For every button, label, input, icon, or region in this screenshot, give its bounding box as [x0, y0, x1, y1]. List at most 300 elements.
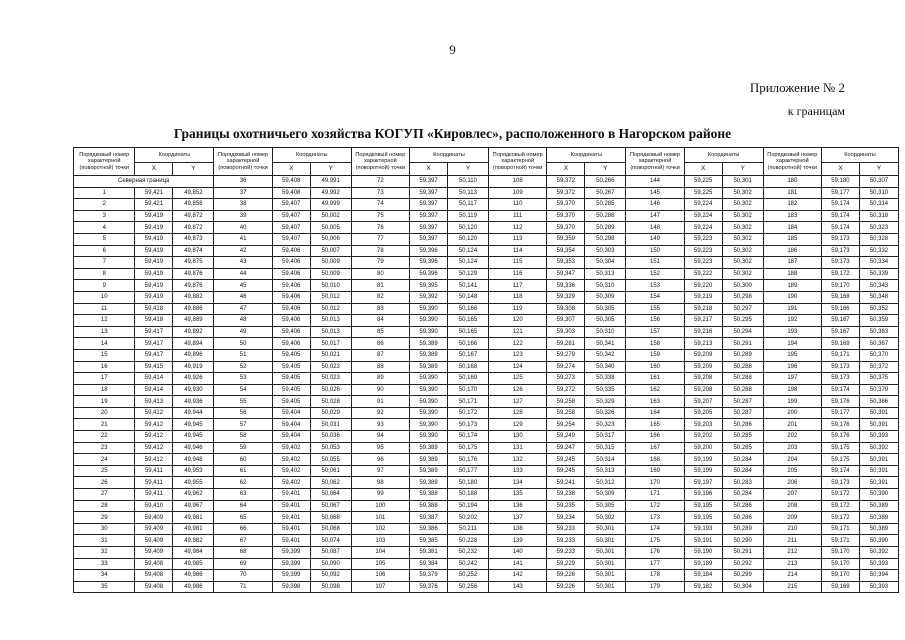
point-number-cell: 15 [74, 349, 135, 361]
y-coordinate-cell: 49,874 [173, 245, 214, 257]
y-coordinate-cell: 50,392 [859, 547, 898, 559]
point-number-cell: 201 [763, 419, 821, 431]
y-coordinate-cell: 50,291 [722, 547, 763, 559]
y-coordinate-cell: 50,292 [722, 558, 763, 570]
x-coordinate-cell: 59,407 [272, 210, 310, 222]
x-coordinate-cell: 59,223 [684, 245, 722, 257]
header-x: Х [272, 163, 310, 176]
point-number-cell: 56 [214, 407, 272, 419]
y-coordinate-cell: 50,129 [448, 268, 489, 280]
y-coordinate-cell: 49,981 [173, 523, 214, 535]
point-number-cell: 57 [214, 419, 272, 431]
point-number-cell: 145 [626, 187, 684, 199]
header-y: Y [859, 163, 898, 176]
x-coordinate-cell: 59,398 [272, 581, 310, 593]
point-number-cell: 156 [626, 315, 684, 327]
y-coordinate-cell: 50,171 [448, 396, 489, 408]
x-coordinate-cell: 59,409 [135, 547, 173, 559]
x-coordinate-cell: 59,406 [272, 280, 310, 292]
point-number-cell: 104 [351, 547, 409, 559]
document-title: Границы охотничьего хозяйства КОГУП «Кировлес», расположенного в Нагорском районе [173, 126, 732, 141]
x-coordinate-cell: 59,220 [684, 280, 722, 292]
x-coordinate-cell: 59,397 [410, 187, 448, 199]
y-coordinate-cell: 50,307 [859, 176, 898, 188]
x-coordinate-cell: 59,390 [410, 419, 448, 431]
x-coordinate-cell: 59,191 [684, 535, 722, 547]
y-coordinate-cell: 50,391 [859, 419, 898, 431]
point-number-cell: 158 [626, 338, 684, 350]
y-coordinate-cell: 50,309 [585, 291, 626, 303]
x-coordinate-cell: 59,407 [272, 233, 310, 245]
point-number-cell: 74 [351, 199, 409, 211]
x-coordinate-cell: 59,359 [547, 233, 585, 245]
x-coordinate-cell: 59,399 [272, 547, 310, 559]
y-coordinate-cell: 50,007 [310, 245, 351, 257]
x-coordinate-cell: 59,170 [822, 547, 860, 559]
point-number-cell: 31 [74, 535, 135, 547]
x-coordinate-cell: 59,195 [684, 512, 722, 524]
point-number-cell: 196 [763, 361, 821, 373]
y-coordinate-cell: 50,359 [859, 315, 898, 327]
point-number-cell: 106 [351, 570, 409, 582]
x-coordinate-cell: 59,405 [272, 349, 310, 361]
point-number-cell: 202 [763, 431, 821, 443]
x-coordinate-cell: 59,388 [410, 489, 448, 501]
point-number-cell: 174 [626, 523, 684, 535]
point-number-cell: 160 [626, 361, 684, 373]
y-coordinate-cell: 50,286 [585, 210, 626, 222]
point-number-cell: 54 [214, 384, 272, 396]
y-coordinate-cell: 49,892 [173, 326, 214, 338]
y-coordinate-cell: 50,302 [722, 222, 763, 234]
table-row [74, 558, 899, 570]
x-coordinate-cell: 59,419 [135, 233, 173, 245]
point-number-cell: 28 [74, 500, 135, 512]
point-number-cell: 45 [214, 280, 272, 292]
y-coordinate-cell: 50,305 [585, 315, 626, 327]
point-number-cell: 77 [351, 233, 409, 245]
y-coordinate-cell: 50,148 [448, 291, 489, 303]
y-coordinate-cell: 50,338 [585, 373, 626, 385]
y-coordinate-cell: 50,188 [448, 489, 489, 501]
point-number-cell: 152 [626, 268, 684, 280]
point-number-cell: 165 [626, 419, 684, 431]
x-coordinate-cell: 59,397 [410, 199, 448, 211]
y-coordinate-cell: 50,202 [448, 512, 489, 524]
x-coordinate-cell: 59,408 [272, 176, 310, 188]
x-coordinate-cell: 59,388 [410, 500, 448, 512]
table-row [74, 500, 899, 512]
x-coordinate-cell: 59,172 [822, 489, 860, 501]
y-coordinate-cell: 50,393 [859, 558, 898, 570]
x-coordinate-cell: 59,195 [684, 500, 722, 512]
y-coordinate-cell: 50,176 [448, 454, 489, 466]
x-coordinate-cell: 59,199 [684, 465, 722, 477]
point-number-cell: 46 [214, 291, 272, 303]
x-coordinate-cell: 59,224 [684, 210, 722, 222]
y-coordinate-cell: 50,288 [722, 384, 763, 396]
point-number-cell: 137 [489, 512, 547, 524]
x-coordinate-cell: 59,222 [684, 268, 722, 280]
x-coordinate-cell: 59,347 [547, 268, 585, 280]
y-coordinate-cell: 50,318 [859, 210, 898, 222]
y-coordinate-cell: 50,284 [722, 465, 763, 477]
header-coordinates: Координаты [684, 148, 763, 163]
table-row [74, 257, 899, 269]
x-coordinate-cell: 59,171 [822, 523, 860, 535]
x-coordinate-cell: 59,389 [410, 338, 448, 350]
y-coordinate-cell: 50,301 [585, 523, 626, 535]
point-number-cell: 163 [626, 396, 684, 408]
point-number-cell: 38 [214, 199, 272, 211]
y-coordinate-cell: 50,309 [585, 489, 626, 501]
y-coordinate-cell: 49,999 [310, 199, 351, 211]
x-coordinate-cell: 59,170 [822, 570, 860, 582]
y-coordinate-cell: 50,302 [722, 268, 763, 280]
x-coordinate-cell: 59,279 [547, 349, 585, 361]
x-coordinate-cell: 59,397 [410, 210, 448, 222]
point-number-cell: 134 [489, 477, 547, 489]
header-coordinates: Координаты [272, 148, 351, 163]
point-number-cell: 66 [214, 523, 272, 535]
point-number-cell: 114 [489, 245, 547, 257]
point-number-cell: 61 [214, 465, 272, 477]
y-coordinate-cell: 50,339 [859, 268, 898, 280]
point-number-cell: 185 [763, 233, 821, 245]
x-coordinate-cell: 59,404 [272, 419, 310, 431]
x-coordinate-cell: 59,229 [547, 558, 585, 570]
y-coordinate-cell: 50,326 [585, 407, 626, 419]
x-coordinate-cell: 59,370 [547, 199, 585, 211]
y-coordinate-cell: 50,301 [722, 176, 763, 188]
x-coordinate-cell: 59,419 [135, 245, 173, 257]
x-coordinate-cell: 59,234 [547, 512, 585, 524]
table-row [74, 547, 899, 559]
x-coordinate-cell: 59,408 [135, 558, 173, 570]
x-coordinate-cell: 59,184 [684, 570, 722, 582]
y-coordinate-cell: 50,006 [310, 233, 351, 245]
x-coordinate-cell: 59,223 [684, 257, 722, 269]
y-coordinate-cell: 50,286 [722, 500, 763, 512]
x-coordinate-cell: 59,417 [135, 326, 173, 338]
x-coordinate-cell: 59,406 [272, 303, 310, 315]
y-coordinate-cell: 49,985 [173, 558, 214, 570]
x-coordinate-cell: 59,397 [410, 222, 448, 234]
y-coordinate-cell: 50,124 [448, 257, 489, 269]
x-coordinate-cell: 59,370 [547, 210, 585, 222]
y-coordinate-cell: 49,894 [173, 338, 214, 350]
x-coordinate-cell: 59,407 [272, 222, 310, 234]
x-coordinate-cell: 59,353 [547, 257, 585, 269]
y-coordinate-cell: 50,290 [722, 535, 763, 547]
x-coordinate-cell: 59,404 [272, 431, 310, 443]
table-row [74, 187, 899, 199]
point-number-cell: 20 [74, 407, 135, 419]
y-coordinate-cell: 49,919 [173, 361, 214, 373]
x-coordinate-cell: 59,196 [684, 489, 722, 501]
x-coordinate-cell: 59,173 [822, 361, 860, 373]
x-coordinate-cell: 59,421 [135, 199, 173, 211]
y-coordinate-cell: 50,323 [859, 222, 898, 234]
point-number-cell: 190 [763, 291, 821, 303]
y-coordinate-cell: 50,177 [448, 465, 489, 477]
point-number-cell: 26 [74, 477, 135, 489]
boundary-coordinates-table-container [73, 147, 899, 593]
x-coordinate-cell: 59,390 [410, 326, 448, 338]
point-number-cell: 76 [351, 222, 409, 234]
point-number-cell: 208 [763, 500, 821, 512]
table-row [74, 222, 899, 234]
table-row [74, 523, 899, 535]
point-number-cell: 109 [489, 187, 547, 199]
point-number-cell: 21 [74, 419, 135, 431]
point-number-cell: 115 [489, 257, 547, 269]
x-coordinate-cell: 59,405 [272, 373, 310, 385]
y-coordinate-cell: 50,289 [722, 349, 763, 361]
x-coordinate-cell: 59,170 [822, 558, 860, 570]
table-row [74, 349, 899, 361]
x-coordinate-cell: 59,189 [684, 558, 722, 570]
y-coordinate-cell: 50,062 [310, 477, 351, 489]
x-coordinate-cell: 59,389 [410, 477, 448, 489]
x-coordinate-cell: 59,354 [547, 245, 585, 257]
x-coordinate-cell: 59,402 [272, 477, 310, 489]
y-coordinate-cell: 50,390 [859, 535, 898, 547]
point-number-cell: 58 [214, 431, 272, 443]
y-coordinate-cell: 49,876 [173, 268, 214, 280]
y-coordinate-cell: 49,986 [173, 570, 214, 582]
point-number-cell: 42 [214, 245, 272, 257]
y-coordinate-cell: 50,329 [585, 396, 626, 408]
header-coordinates: Координаты [410, 148, 489, 163]
boundary-coordinates-table [73, 147, 899, 593]
x-coordinate-cell: 59,173 [822, 257, 860, 269]
header-coordinates: Координаты [822, 148, 899, 163]
point-number-cell: 122 [489, 338, 547, 350]
table-row [74, 535, 899, 547]
point-number-cell: 49 [214, 326, 272, 338]
y-coordinate-cell: 49,886 [173, 303, 214, 315]
y-coordinate-cell: 50,323 [585, 419, 626, 431]
point-number-cell: 194 [763, 338, 821, 350]
point-number-cell: 176 [626, 547, 684, 559]
y-coordinate-cell: 50,301 [585, 581, 626, 593]
point-number-cell: 71 [214, 581, 272, 593]
point-number-cell: 149 [626, 233, 684, 245]
y-coordinate-cell: 50,168 [448, 361, 489, 373]
point-number-cell: 193 [763, 326, 821, 338]
point-number-cell: 2 [74, 199, 135, 211]
appendix-label: Приложение № 2 [749, 80, 845, 95]
point-number-cell: 214 [763, 570, 821, 582]
x-coordinate-cell: 59,233 [547, 547, 585, 559]
x-coordinate-cell: 59,401 [272, 500, 310, 512]
point-number-cell: 171 [626, 489, 684, 501]
x-coordinate-cell: 59,180 [822, 176, 860, 188]
x-coordinate-cell: 59,402 [272, 442, 310, 454]
y-coordinate-cell: 49,992 [310, 187, 351, 199]
x-coordinate-cell: 59,176 [822, 396, 860, 408]
y-coordinate-cell: 50,301 [585, 570, 626, 582]
x-coordinate-cell: 59,419 [135, 280, 173, 292]
table-row [74, 465, 899, 477]
point-number-cell: 215 [763, 581, 821, 593]
table-row [74, 431, 899, 443]
x-coordinate-cell: 59,303 [547, 326, 585, 338]
point-number-cell: 95 [351, 442, 409, 454]
point-number-cell: 59 [214, 442, 272, 454]
point-number-cell: 93 [351, 419, 409, 431]
table-row [74, 315, 899, 327]
x-coordinate-cell: 59,421 [135, 187, 173, 199]
y-coordinate-cell: 49,875 [173, 257, 214, 269]
header-point-number: Порядковый номер характерной (поворотной) точки [763, 148, 821, 176]
point-number-cell: 4 [74, 222, 135, 234]
x-coordinate-cell: 59,389 [410, 349, 448, 361]
point-number-cell: 123 [489, 349, 547, 361]
point-number-cell: 124 [489, 361, 547, 373]
point-number-cell: 13 [74, 326, 135, 338]
point-number-cell: 3 [74, 210, 135, 222]
point-number-cell: 64 [214, 500, 272, 512]
point-number-cell: 97 [351, 465, 409, 477]
point-number-cell: 191 [763, 303, 821, 315]
x-coordinate-cell: 59,419 [135, 210, 173, 222]
point-number-cell: 213 [763, 558, 821, 570]
table-row [74, 570, 899, 582]
table-row [74, 512, 899, 524]
x-coordinate-cell: 59,209 [684, 349, 722, 361]
table-body [74, 176, 899, 593]
y-coordinate-cell: 50,166 [448, 303, 489, 315]
point-number-cell: 169 [626, 465, 684, 477]
x-coordinate-cell: 59,329 [547, 291, 585, 303]
x-coordinate-cell: 59,177 [822, 187, 860, 199]
x-coordinate-cell: 59,396 [410, 257, 448, 269]
x-coordinate-cell: 59,401 [272, 523, 310, 535]
x-coordinate-cell: 59,414 [135, 384, 173, 396]
y-coordinate-cell: 49,926 [173, 373, 214, 385]
x-coordinate-cell: 59,412 [135, 454, 173, 466]
point-number-cell: 146 [626, 199, 684, 211]
y-coordinate-cell: 50,009 [310, 257, 351, 269]
y-coordinate-cell: 49,945 [173, 419, 214, 431]
x-coordinate-cell: 59,174 [822, 384, 860, 396]
x-coordinate-cell: 59,401 [272, 489, 310, 501]
x-coordinate-cell: 59,417 [135, 338, 173, 350]
point-number-cell: 70 [214, 570, 272, 582]
header-y: Y [310, 163, 351, 176]
borders-label: к границам [787, 104, 845, 118]
x-coordinate-cell: 59,169 [822, 338, 860, 350]
table-row [74, 396, 899, 408]
x-coordinate-cell: 59,412 [135, 431, 173, 443]
x-coordinate-cell: 59,273 [547, 373, 585, 385]
point-number-cell: 113 [489, 233, 547, 245]
x-coordinate-cell: 59,336 [547, 280, 585, 292]
table-row [74, 233, 899, 245]
x-coordinate-cell: 59,209 [684, 361, 722, 373]
x-coordinate-cell: 59,224 [684, 222, 722, 234]
point-number-cell: 80 [351, 268, 409, 280]
x-coordinate-cell: 59,404 [272, 407, 310, 419]
x-coordinate-cell: 59,216 [684, 326, 722, 338]
y-coordinate-cell: 50,302 [722, 199, 763, 211]
point-number-cell: 140 [489, 547, 547, 559]
y-coordinate-cell: 50,391 [859, 465, 898, 477]
x-coordinate-cell: 59,406 [272, 338, 310, 350]
point-number-cell: 108 [489, 176, 547, 188]
x-coordinate-cell: 59,389 [410, 442, 448, 454]
point-number-cell: 170 [626, 477, 684, 489]
x-coordinate-cell: 59,399 [272, 558, 310, 570]
point-number-cell: 161 [626, 373, 684, 385]
point-number-cell: 81 [351, 280, 409, 292]
x-coordinate-cell: 59,409 [135, 523, 173, 535]
y-coordinate-cell: 50,363 [859, 326, 898, 338]
x-coordinate-cell: 59,219 [684, 291, 722, 303]
y-coordinate-cell: 50,170 [448, 384, 489, 396]
point-number-cell: 47 [214, 303, 272, 315]
header-x: Х [135, 163, 173, 176]
point-number-cell: 17 [74, 373, 135, 385]
y-coordinate-cell: 50,305 [585, 500, 626, 512]
x-coordinate-cell: 59,199 [684, 454, 722, 466]
y-coordinate-cell: 50,379 [859, 384, 898, 396]
y-coordinate-cell: 50,303 [585, 245, 626, 257]
y-coordinate-cell: 50,010 [310, 280, 351, 292]
point-number-cell: 128 [489, 407, 547, 419]
y-coordinate-cell: 50,074 [310, 535, 351, 547]
point-number-cell: 5 [74, 233, 135, 245]
table-row [74, 245, 899, 257]
x-coordinate-cell: 59,167 [822, 326, 860, 338]
y-coordinate-cell: 50,064 [310, 489, 351, 501]
x-coordinate-cell: 59,208 [684, 373, 722, 385]
x-coordinate-cell: 59,258 [547, 407, 585, 419]
y-coordinate-cell: 50,256 [448, 581, 489, 593]
y-coordinate-cell: 50,284 [722, 489, 763, 501]
y-coordinate-cell: 50,005 [310, 222, 351, 234]
y-coordinate-cell: 50,113 [448, 187, 489, 199]
y-coordinate-cell: 50,002 [310, 210, 351, 222]
point-number-cell: 118 [489, 291, 547, 303]
point-number-cell: 87 [351, 349, 409, 361]
point-number-cell: 7 [74, 257, 135, 269]
point-number-cell: 182 [763, 199, 821, 211]
table-row [74, 454, 899, 466]
y-coordinate-cell: 49,872 [173, 222, 214, 234]
table-row [74, 210, 899, 222]
y-coordinate-cell: 50,180 [448, 477, 489, 489]
y-coordinate-cell: 50,314 [585, 454, 626, 466]
point-number-cell: 89 [351, 373, 409, 385]
y-coordinate-cell: 49,936 [173, 396, 214, 408]
y-coordinate-cell: 50,342 [585, 349, 626, 361]
y-coordinate-cell: 50,348 [859, 291, 898, 303]
y-coordinate-cell: 50,232 [448, 547, 489, 559]
point-number-cell: 51 [214, 349, 272, 361]
point-number-cell: 167 [626, 442, 684, 454]
x-coordinate-cell: 59,410 [135, 500, 173, 512]
point-number-cell: 181 [763, 187, 821, 199]
point-number-cell: 33 [74, 558, 135, 570]
y-coordinate-cell: 50,315 [585, 442, 626, 454]
y-coordinate-cell: 49,981 [173, 512, 214, 524]
point-number-cell: 151 [626, 257, 684, 269]
point-number-cell: 85 [351, 326, 409, 338]
x-coordinate-cell: 59,396 [410, 268, 448, 280]
